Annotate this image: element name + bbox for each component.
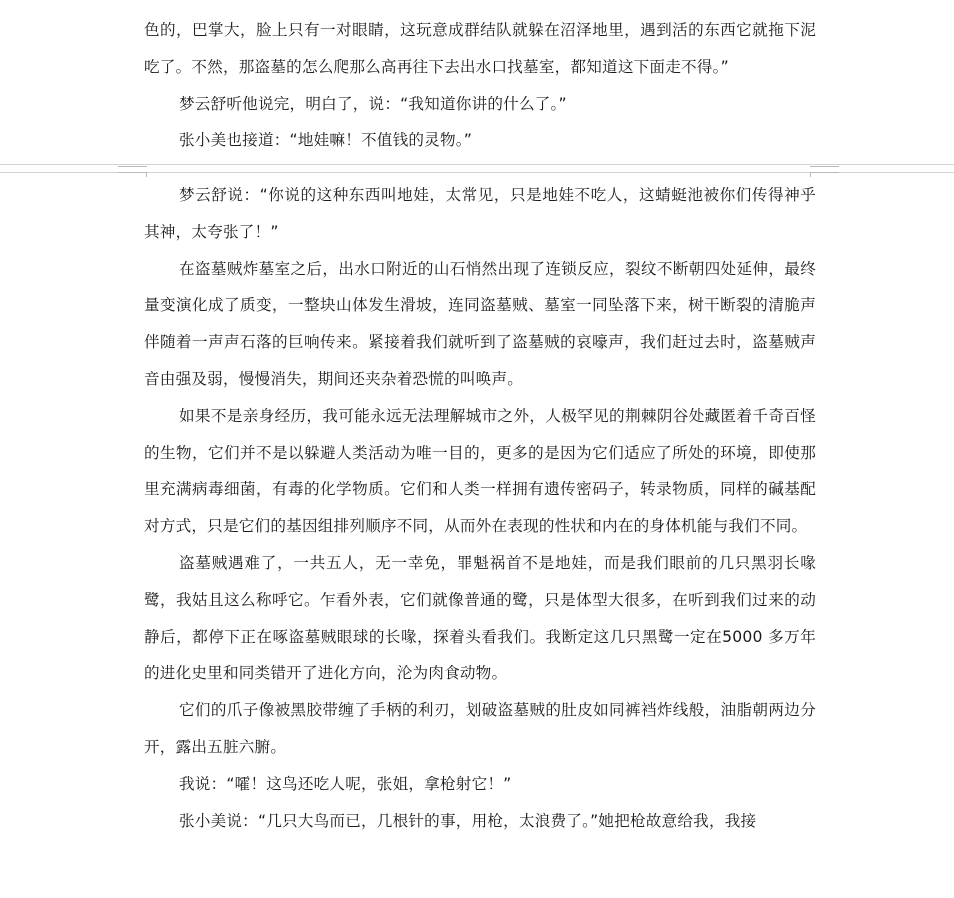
page-1-text (144, 12, 816, 159)
crop-mark (810, 166, 839, 167)
paragraph: 我说：“嚯！这鸟还吃人呢，张姐，拿枪射它！” (179, 774, 512, 793)
page-2-text (144, 177, 816, 839)
crop-mark (118, 166, 147, 167)
paragraph: 张小美说：“几只大鸟而已，几根针的事，用枪，太浪费了。”她把枪故意给我，我接 (179, 811, 757, 830)
paragraph: 梦云舒说：“你说的这种东西叫地娃，太常见，只是地娃不吃人，这蜻蜓池被你们传得神乎其神，太夸张了！” (144, 186, 816, 241)
paragraph: 梦云舒听他说完，明白了，说：“我知道你讲的什么了。” (179, 94, 567, 113)
page-1-bottom-edge (0, 164, 954, 165)
paragraph: 色的，巴掌大，脸上只有一对眼睛，这玩意成群结队就躲在沼泽地里，遇到活的东西它就拖下泥吃了。不然，那盗墓的怎么爬那么高再往下去出水口找墓室，都知道这下面走不得。” (144, 21, 816, 76)
crop-mark (118, 172, 147, 177)
paragraph: 它们的爪子像被黑胶带缠了手柄的利刃，划破盗墓贼的肚皮如同裤裆炸线般，油脂朝两边分开，露出五脏六腑。 (144, 701, 816, 756)
paragraph: 张小美也接道：“地娃嘛！不值钱的灵物。” (179, 131, 473, 150)
paragraph: 如果不是亲身经历，我可能永远无法理解城市之外，人极罕见的荆棘阴谷处藏匿着千奇百怪的生物，它们并不是以躲避人类活动为唯一目的，更多的是因为它们适应了所处的环境，即使那里充满病毒细菌，有毒的化学物质。它们和人类一样拥有遗传密码子，转录物质，同样的碱基配对方式，只是它们的基因组排列顺序不同，从而外在表现的性状和内在的身体机能与我们不同。 (144, 406, 816, 536)
paragraph: 盗墓贼遇难了，一共五人，无一幸免，罪魁祸首不是地娃，而是我们眼前的几只黑羽长喙鹭，我姑且这么称呼它。乍看外表，它们就像普通的鹭，只是体型大很多，在听到我们过来的动静后，都停下正在啄盗墓贼眼球的长喙，探着头看我们。我断定这几只黑鹭一定在5000 多万年的进化史里和同类错开了进化方向，沦为肉食动物。 (144, 553, 816, 683)
paragraph: 在盗墓贼炸墓室之后，出水口附近的山石悄然出现了连锁反应，裂纹不断朝四处延伸，最终量变演化成了质变，一整块山体发生滑坡，连同盗墓贼、墓室一同坠落下来，树干断裂的清脆声伴随着一声声石落的巨响传来。紧接着我们就听到了盗墓贼的哀嚎声，我们赶过去时，盗墓贼声音由强及弱，慢慢消失，期间还夹杂着恐慌的叫唤声。 (144, 259, 816, 388)
